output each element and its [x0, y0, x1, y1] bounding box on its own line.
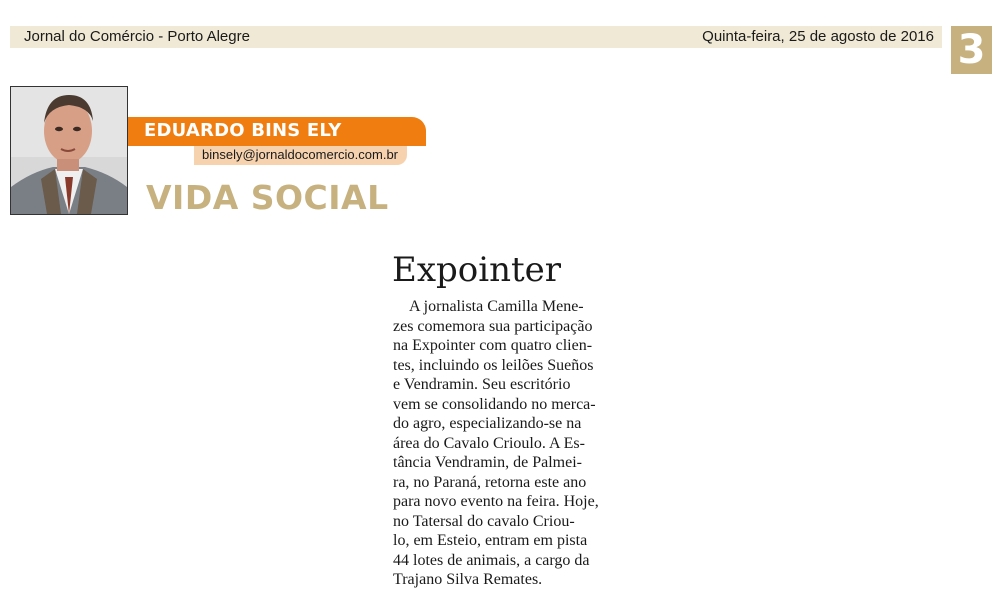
author-byline-band [128, 117, 426, 146]
article-line: lo, em Esteio, entram em pista [393, 532, 588, 549]
article-line: tância Vendramin, de Palmei- [393, 454, 582, 471]
publication-name: Jornal do Comércio - Porto Alegre [24, 28, 250, 45]
column-title: VIDA SOCIAL [146, 178, 389, 217]
article-line: para novo evento na feira. Hoje, [393, 493, 599, 510]
article-line: ra, no Paraná, retorna este ano [393, 473, 587, 491]
article-body [393, 297, 625, 590]
author-email-band [194, 146, 407, 165]
article-line: área do Cavalo Crioulo. A Es- [393, 434, 585, 452]
author-name: EDUARDO BINS ELY [144, 120, 342, 141]
publication-date: Quinta-feira, 25 de agosto de 2016 [702, 28, 934, 45]
article-line: do agro, especializando-se na [393, 415, 582, 432]
article-line: e Vendramin. Seu escritório [393, 376, 571, 393]
author-portrait-image [11, 87, 127, 214]
author-portrait [10, 86, 128, 215]
page-number: 3 [951, 26, 992, 74]
article-line: na Expointer com quatro clien- [393, 337, 593, 354]
article-line: tes, incluindo os leilões Sueños [393, 356, 594, 374]
article-line: 44 lotes de animais, a cargo da [393, 551, 590, 569]
article-line: vem se consolidando no merca- [393, 395, 596, 413]
article-headline: Expointer [392, 250, 562, 290]
article-line: zes comemora sua participação [393, 317, 593, 335]
article-line: A jornalista Camilla Mene- [409, 298, 584, 315]
page-header-bar [10, 26, 942, 48]
author-email[interactable]: binsely@jornaldocomercio.com.br [202, 147, 398, 162]
article-line: Trajano Silva Remates. [393, 571, 543, 588]
article-line: no Tatersal do cavalo Criou- [393, 512, 575, 530]
